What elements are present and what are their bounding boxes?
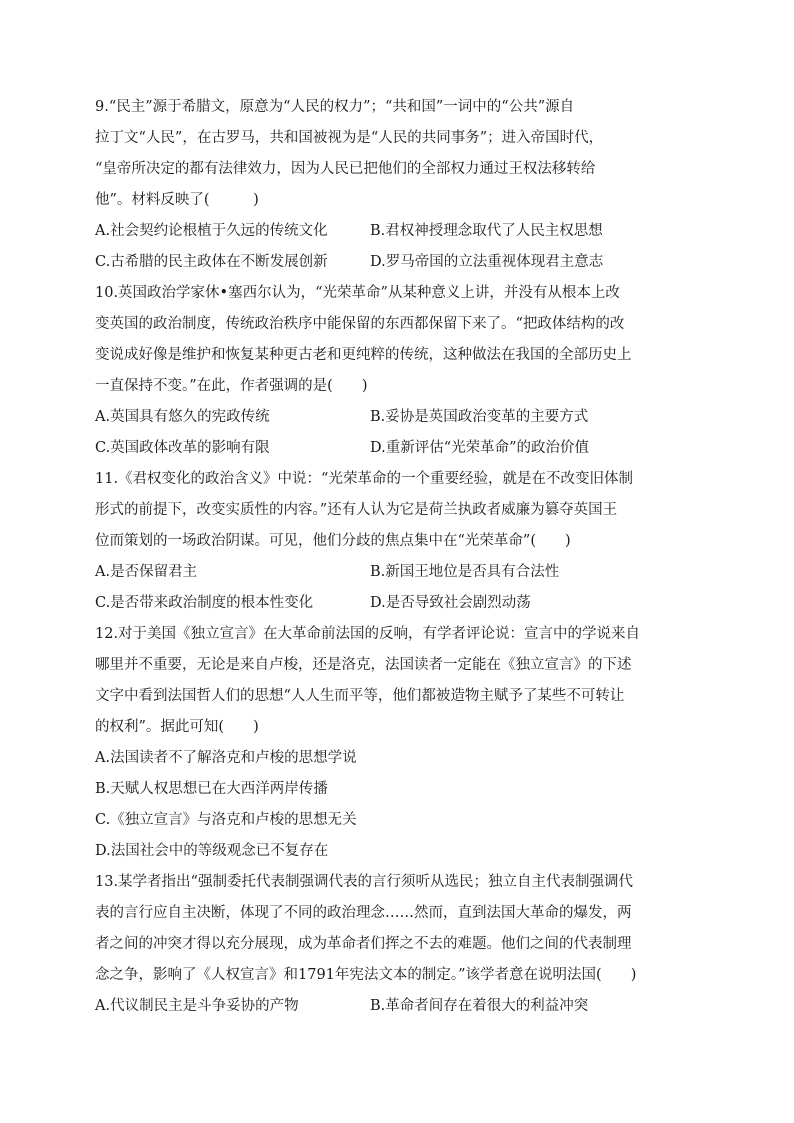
question-9-option-d[interactable]: D.罗马帝国的立法重视体现君主意志 <box>370 254 604 270</box>
question-10-stem-line-3: 变说成好像是维护和恢复某种更古老和更纯粹的传统，这种做法在我国的全部历史上 <box>95 347 632 363</box>
question-11 <box>95 464 700 619</box>
question-10-options-row-2 <box>95 433 700 464</box>
question-10-option-a[interactable]: A.英国具有悠久的宪政传统 <box>95 409 270 425</box>
question-11-stem-line-1: 11.《君权变化的政治含义》中说：“光荣革命的一个重要经验，就是在不改变旧体制 <box>95 471 633 487</box>
question-9 <box>95 92 700 278</box>
question-13 <box>95 867 700 1022</box>
question-10-option-d[interactable]: D.重新评估“光荣革命”的政治价值 <box>370 440 590 456</box>
question-11-stem-line-3: 位而策划的一场政治阴谋。可见，他们分歧的焦点集中在“光荣革命”( ) <box>95 533 571 549</box>
question-12-option-d[interactable]: D.法国社会中的等级观念已不复存在 <box>95 843 329 859</box>
question-11-option-d[interactable]: D.是否导致社会剧烈动荡 <box>370 595 531 611</box>
question-10-stem-line-2: 变英国的政治制度，传统政治秩序中能保留的东西都保留下来了。“把政体结构的改 <box>95 316 625 332</box>
question-10 <box>95 278 700 464</box>
question-11-option-b[interactable]: B.新国王地位是否具有合法性 <box>370 564 560 580</box>
question-13-option-a[interactable]: A.代议制民主是斗争妥协的产物 <box>95 998 299 1014</box>
question-12 <box>95 619 700 867</box>
question-11-option-a[interactable]: A.是否保留君主 <box>95 564 198 580</box>
question-12-option-c[interactable]: C.《独立宣言》与洛克和卢梭的思想无关 <box>95 812 357 828</box>
question-9-stem-line-2: 拉丁文“人民”，在古罗马，共和国被视为是“人民的共同事务”；进入帝国时代， <box>95 130 604 146</box>
question-11-options-row-1 <box>95 557 700 588</box>
question-9-stem-line-3: “皇帝所决定的都有法律效力，因为人民已把他们的全部权力通过王权法移转给 <box>95 161 596 177</box>
question-12-option-a[interactable]: A.法国读者不了解洛克和卢梭的思想学说 <box>95 750 357 766</box>
question-13-option-b[interactable]: B.革命者间存在着很大的利益冲突 <box>370 998 589 1014</box>
question-12-option-b[interactable]: B.天赋人权思想已在大西洋两岸传播 <box>95 781 328 797</box>
question-10-option-c[interactable]: C.英国政体改革的影响有限 <box>95 440 270 456</box>
question-13-stem-line-1: 13.某学者指出“强制委托代表制强调代表的言行须听从选民；独立自主代表制强调代 <box>95 874 633 890</box>
question-10-stem-line-1: 10.英国政治学家休•塞西尔认为，“光荣革命”从某种意义上讲，并没有从根本上改 <box>95 285 620 301</box>
question-9-option-c[interactable]: C.古希腊的民主政体在不断发展创新 <box>95 254 328 270</box>
question-13-stem-line-2: 表的言行应自主决断，体现了不同的政治理念……然而，直到法国大革命的爆发，两 <box>95 905 632 921</box>
question-10-stem-line-4: 一直保持不变。”在此，作者强调的是( ) <box>95 378 368 394</box>
question-12-stem-line-3: 文字中看到法国哲人们的思想“人人生而平等，他们都被造物主赋予了某些不可转让 <box>95 688 625 704</box>
question-13-options-row-1 <box>95 991 700 1022</box>
question-list <box>95 92 700 1022</box>
question-10-options-row-1 <box>95 402 700 433</box>
question-13-stem-line-4: 念之争，影响了《人权宣言》和1791年宪法文本的制定。”该学者意在说明法国( ) <box>95 967 637 983</box>
question-9-options-row-1 <box>95 216 700 247</box>
question-12-stem-line-1: 12.对于美国《独立宣言》在大革命前法国的反响，有学者评论说：宣言中的学说来自 <box>95 626 641 642</box>
question-11-options-row-2 <box>95 588 700 619</box>
question-9-stem-line-4: 他”。材料反映了( ) <box>95 192 259 208</box>
question-9-option-b[interactable]: B.君权神授理念取代了人民主权思想 <box>370 223 603 239</box>
question-10-option-b[interactable]: B.妥协是英国政治变革的主要方式 <box>370 409 589 425</box>
question-13-stem-line-3: 者之间的冲突才得以充分展现，成为革命者们挥之不去的难题。他们之间的代表制理 <box>95 936 632 952</box>
question-11-stem-line-2: 形式的前提下，改变实质性的内容。”还有人认为它是荷兰执政者威廉为篡夺英国王 <box>95 502 618 518</box>
question-12-stem-line-4: 的权利”。据此可知( ) <box>95 719 259 735</box>
question-9-options-row-2 <box>95 247 700 278</box>
question-9-option-a[interactable]: A.社会契约论根植于久远的传统文化 <box>95 223 328 239</box>
question-12-stem-line-2: 哪里并不重要，无论是来自卢梭，还是洛克，法国读者一定能在《独立宣言》的下述 <box>95 657 632 673</box>
question-11-option-c[interactable]: C.是否带来政治制度的根本性变化 <box>95 595 314 611</box>
question-9-stem-line-1: 9.“民主”源于希腊文，原意为“人民的权力”；“共和国”一词中的“公共”源自 <box>95 99 575 115</box>
